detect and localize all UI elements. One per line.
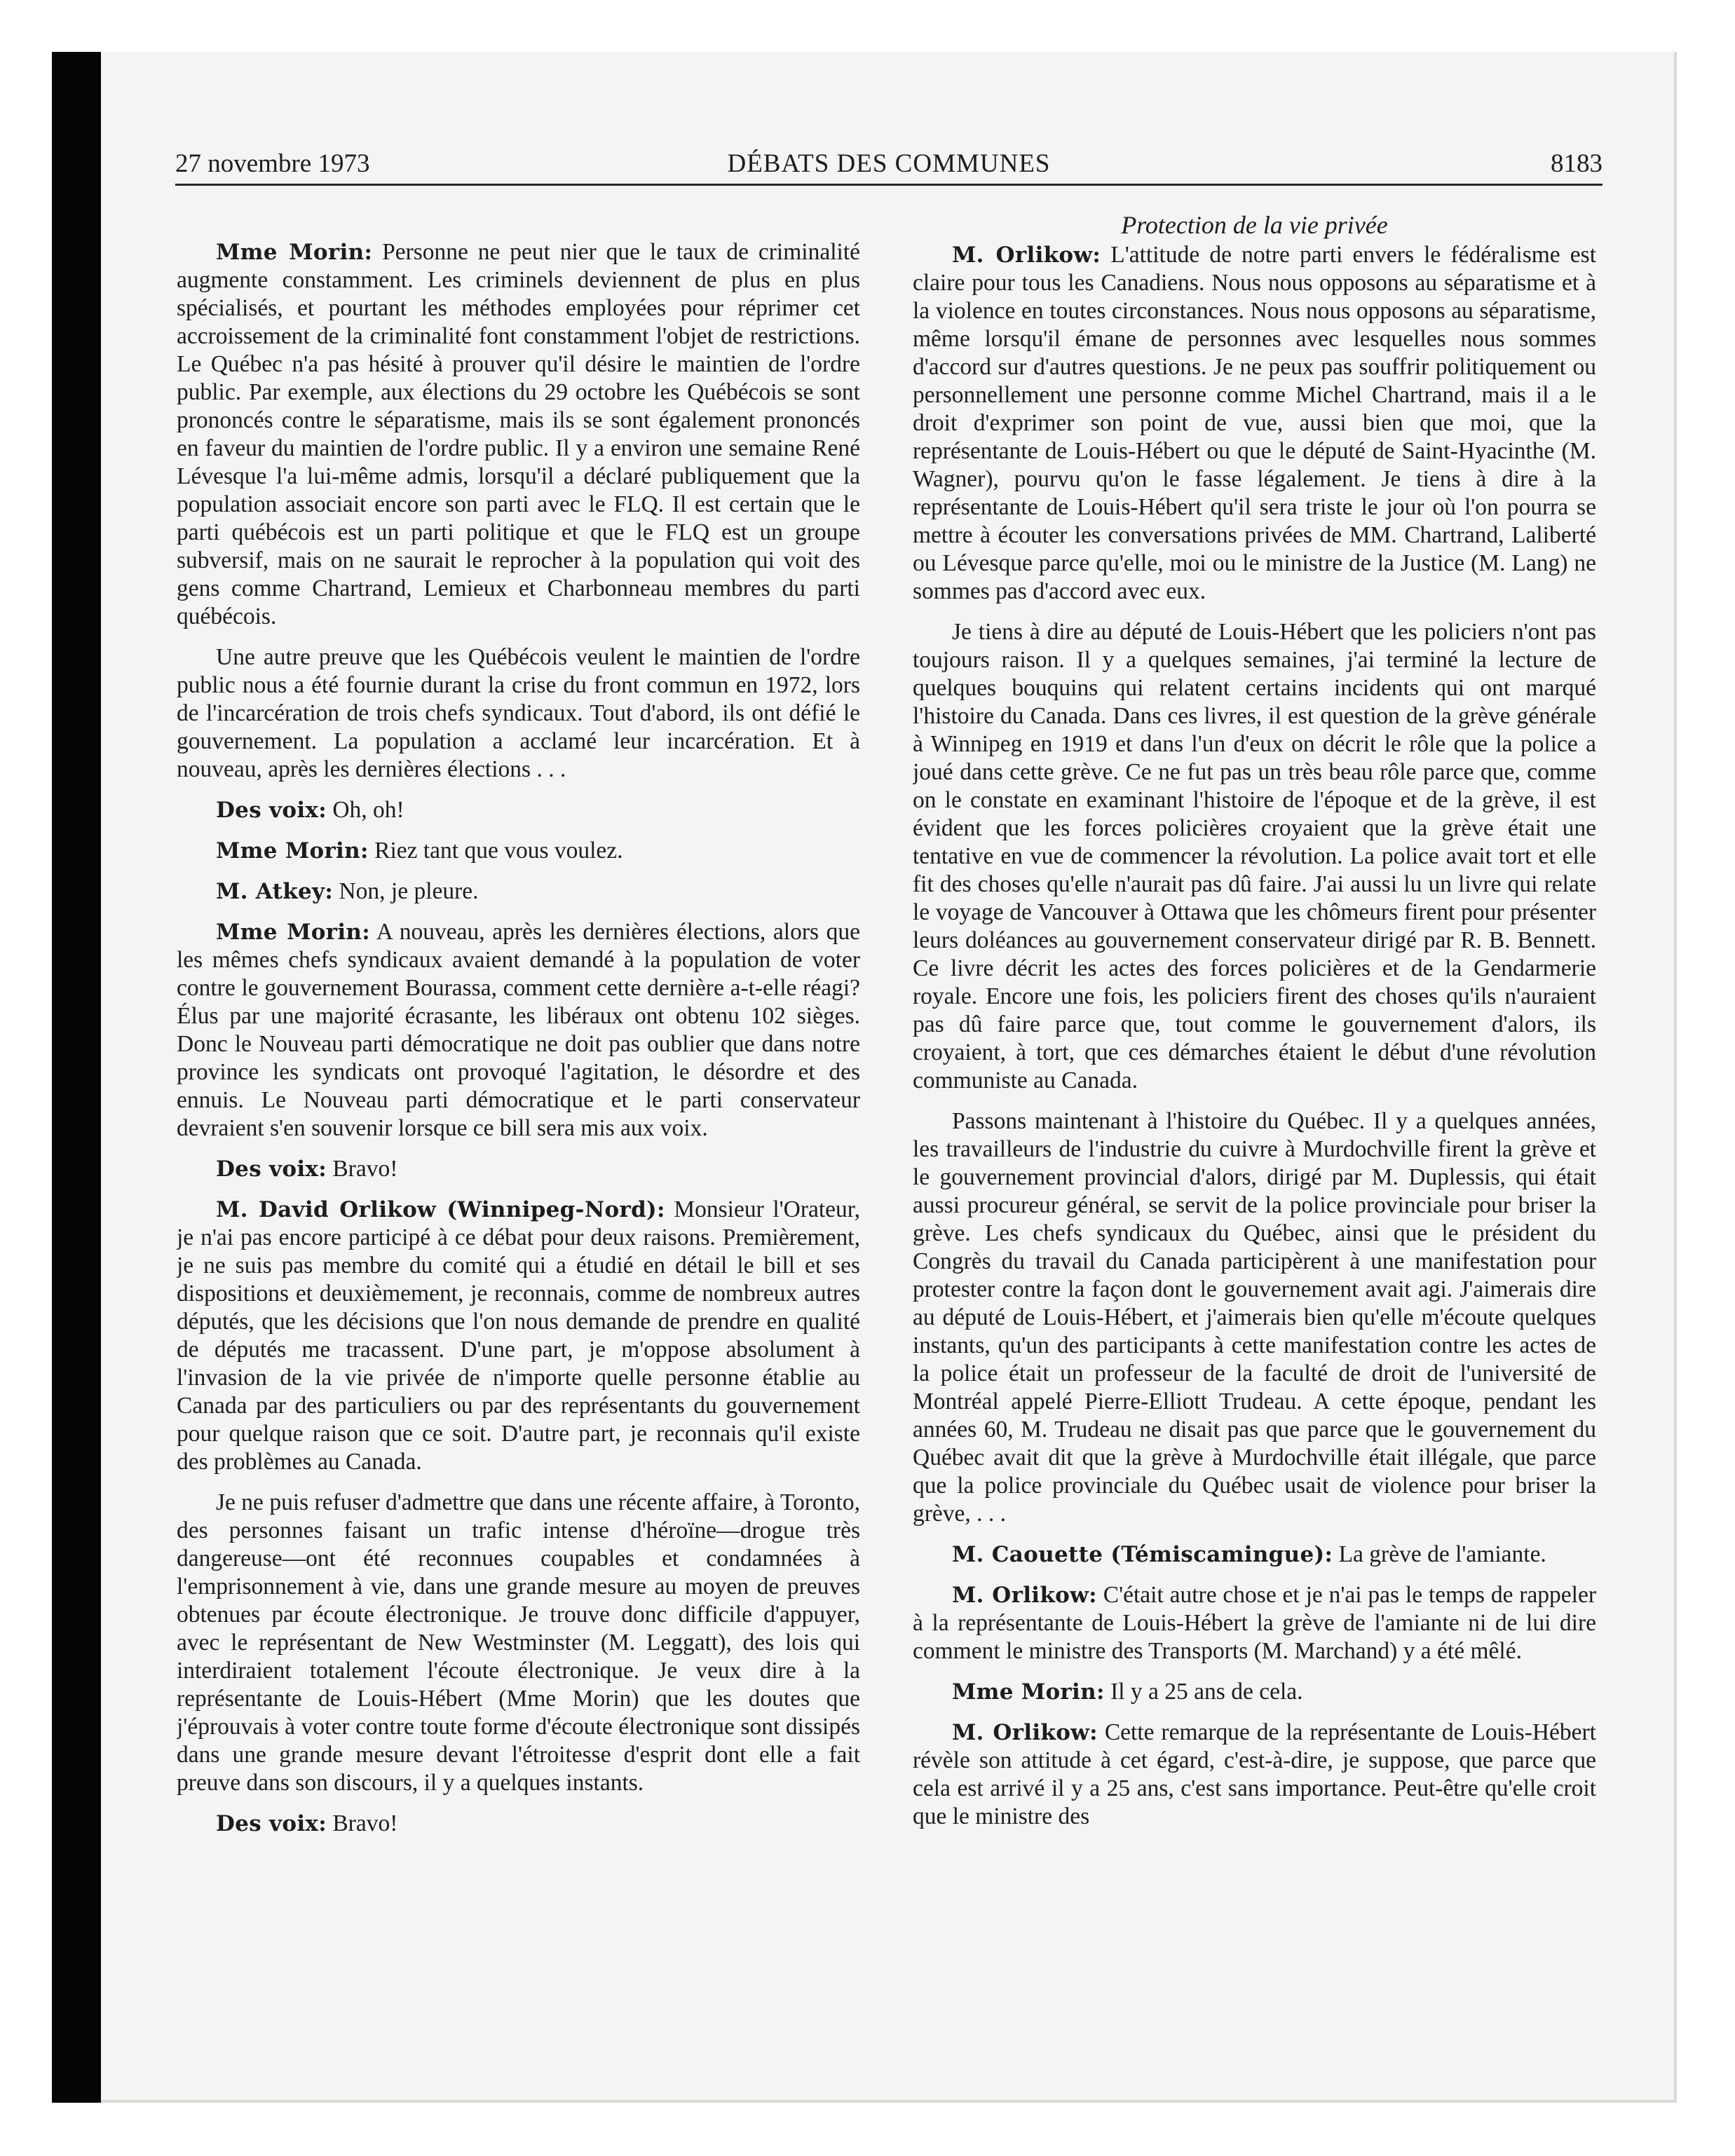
- paragraph-text: C'était autre chose et je n'ai pas le temps de rappeler à la représentante de Louis-Hébert la grève de l'amiante ni de lui dire comment le ministre des Transports (M. Marchand) y a été mêlé.: [913, 1582, 1596, 1664]
- left-column: [177, 210, 860, 2005]
- paragraph: [177, 837, 860, 865]
- page-header: [175, 149, 1603, 188]
- paragraph: [177, 238, 860, 631]
- speaker-name: Mme Morin:: [952, 1679, 1105, 1705]
- paragraph-text: Personne ne peut nier que le taux de criminalité augmente constamment. Les criminels deviennent de plus en plus spécialisés, et pourtant les méthodes employées pour réprimer cet accroissement de la criminalité font constamment l'objet de restrictions. Le Québec n'a pas hésité à prouver qu'il désire le maintien de l'ordre public. Par exemple, aux élections du 29 octobre les Québécois se sont prononcés contre le séparatisme, mais ils se sont également prononcés en faveur du maintien de l'ordre public. Il y a environ une semaine René Lévesque l'a lui-même admis, lorsqu'il a déclaré publiquement que la population associait encore son parti avec le FLQ. Il est certain que le parti québécois est un parti politique et que le FLQ est un groupe subversif, mais on ne saurait le reprocher à la population qui voit des gens comme Chartrand, Lemieux et Charbonneau membres du parti québécois.: [177, 239, 860, 629]
- paragraph: [913, 1678, 1596, 1706]
- paragraph: [913, 1541, 1596, 1569]
- paragraph: [177, 1196, 860, 1476]
- speaker-name: M. Orlikow:: [952, 243, 1101, 268]
- right-column: [913, 210, 1596, 2005]
- paragraph-text: Cette remarque de la représentante de Louis-Hébert révèle son attitude à cet égard, c'est-à-dire, je suppose, que parce que cela est arrivé il y a 25 ans, c'est sans importance. Peut-être qu'elle croit que le ministre des: [913, 1719, 1596, 1829]
- speaker-name: Des voix:: [216, 1811, 327, 1836]
- paragraph: [913, 1719, 1596, 1831]
- section-heading: Protection de la vie privée: [1121, 211, 1388, 239]
- paragraph: [177, 1489, 860, 1797]
- scan-border-shadow: [52, 52, 101, 2103]
- header-page-number: 8183: [1551, 149, 1603, 178]
- paragraph: [177, 796, 860, 824]
- paragraph-text: Non, je pleure.: [339, 878, 479, 904]
- paragraph: [913, 618, 1596, 1095]
- header-title: DÉBATS DES COMMUNES: [727, 149, 1051, 178]
- paragraph-text: Je ne puis refuser d'admettre que dans une récente affaire, à Toronto, des personnes faisant un trafic intense d'héroïne—drogue très dangereuse—ont été reconnues coupables et condamnées à l'emprisonnement à vie, dans une grande mesure au moyen de preuves obtenues par écoute électronique. Je trouve donc difficile d'appuyer, avec le représentant de New Westminster (M. Leggatt), des lois qui interdiraient totalement l'écoute électronique. Je veux dire à la représentante de Louis-Hébert (Mme Morin) que les doutes que j'éprouvais à voter contre toute forme d'écoute électronique sont dissipés dans une grande mesure devant l'étroitesse d'esprit dont elle a fait preuve dans son discours, il y a quelques instants.: [177, 1489, 860, 1796]
- speaker-name: Mme Morin:: [216, 920, 370, 945]
- paragraph-text: Il y a 25 ans de cela.: [1110, 1679, 1303, 1705]
- paragraph-text: Oh, oh!: [332, 797, 404, 823]
- paragraph-text: La grève de l'amiante.: [1338, 1541, 1546, 1567]
- speaker-name: Mme Morin:: [216, 838, 369, 864]
- speaker-name: Mme Morin:: [216, 240, 373, 265]
- paragraph: [913, 1107, 1596, 1528]
- paragraph-text: Je tiens à dire au député de Louis-Hébert que les policiers n'ont pas toujours raison. Il y a quelques semaines, j'ai terminé la lecture de quelques bouquins qui relatent certains incidents qui ont marqué l'histoire du Canada. Dans ces livres, il est question de la grève générale à Winnipeg en 1919 et dans l'un d'eux on décrit le rôle que la police a joué dans cette grève. Ce ne fut pas un très beau rôle parce que, comme on le constate en examinant l'histoire de l'époque et de la grève, il est évident que les forces policières croyaient que la grève était une tentative en vue de commencer la révolution. La police avait tort et elle fit des choses qu'elle n'aurait pas dû faire. J'ai aussi lu un livre qui relate le voyage de Vancouver à Ottawa que les chômeurs firent pour présenter leurs doléances au gouvernement conservateur dirigé par R. B. Bennett. Ce livre décrit les actes des forces policières et de la Gendarmerie royale. Encore une fois, les policiers firent des choses qu'ils n'auraient pas dû faire parce que, tout comme le gouvernement d'alors, ils croyaient, à tort, que ces démarches étaient le début d'une révolution communiste au Canada.: [913, 619, 1596, 1093]
- paragraph: [913, 241, 1596, 606]
- paragraph: [177, 878, 860, 906]
- speaker-name: M. Caouette (Témiscamingue):: [952, 1542, 1333, 1567]
- paragraph-text: Riez tant que vous voulez.: [374, 838, 623, 864]
- paragraph-text: Passons maintenant à l'histoire du Québec. Il y a quelques années, les travailleurs de l'industrie du cuivre à Murdochville firent la grève et le gouvernement provincial d'alors, dirigé par M. Duplessis, qui était aussi procureur général, se servit de la police provinciale pour briser la grève. Les chefs syndicaux du Québec, ainsi que le président du Congrès du travail du Canada participèrent à une manifestation pour protester contre la façon dont le gouvernement avait agi. J'aimerais dire au député de Louis-Hébert, et j'aimerais bien qu'elle m'écoute quelques instants, qu'un des participants à cette manifestation contre les actes de la police était un professeur de la faculté de droit de l'université de Montréal appelé Pierre-Elliott Trudeau. A cette époque, pendant les années 60, M. Trudeau ne disait pas que parce que le gouvernement du Québec avait dit que la grève à Murdochville était illégale, que parce que la police provinciale du Québec usait de violence pour briser la grève, . . .: [913, 1108, 1596, 1527]
- paragraph-text: Une autre preuve que les Québécois veulent le maintien de l'ordre public nous a été fournie durant la crise du front commun en 1972, lors de l'incarcération de trois chefs syndicaux. Tout d'abord, ils ont défié le gouvernement. La population a acclamé leur incarcération. Et à nouveau, après les dernières élections . . .: [177, 644, 860, 782]
- paragraph: [177, 1810, 860, 1838]
- paragraph-text: Bravo!: [332, 1810, 398, 1836]
- paragraph-text: Bravo!: [332, 1156, 398, 1182]
- speaker-name: Des voix:: [216, 798, 327, 823]
- paragraph: [177, 643, 860, 784]
- header-date: 27 novembre 1973: [175, 149, 370, 178]
- speaker-name: M. Atkey:: [216, 879, 334, 904]
- paragraph: [177, 918, 860, 1142]
- speaker-name: M. Orlikow:: [952, 1720, 1098, 1745]
- paragraph-text: Monsieur l'Orateur, je n'ai pas encore participé à ce débat pour deux raisons. Premièrement, je ne suis pas membre du comité qui a étudié en détail le bill et ses dispositions et deuxièmement, je reconnais, comme de nombreux autres députés, que les décisions que l'on nous demande de prendre en qualité de députés me tracassent. D'une part, je m'oppose absolument à l'invasion de la vie privée de n'importe quelle personne établie au Canada par des particuliers ou par des représentants du gouvernement pour quelque raison que ce soit. D'autre part, je reconnais qu'il existe des problèmes au Canada.: [177, 1196, 860, 1475]
- speaker-name: M. David Orlikow (Winnipeg-Nord):: [216, 1197, 665, 1222]
- paragraph-text: L'attitude de notre parti envers le fédéralisme est claire pour tous les Canadiens. Nous nous opposons au séparatisme et à la violence en toutes circonstances. Nous nous opposons au séparatisme, même lorsqu'il émane de personnes avec lesquelles nous sommes d'accord sur d'autres questions. Je ne peux pas souffrir politiquement ou personnellement une personne comme Michel Chartrand, mais il a le droit d'exprimer son point de vue, aussi bien que moi, que la représentante de Louis-Hébert ou que le député de Saint-Hyacinthe (M. Wagner), pourvu qu'on le fasse légalement. Je tiens à dire à la représentante de Louis-Hébert qu'il sera triste le jour où l'on pourra se mettre à écouter les conversations privées de MM. Chartrand, Laliberté ou Lévesque parce qu'elle, moi ou le ministre de la Justice (M. Lang) ne sommes pas d'accord avec eux.: [913, 242, 1596, 604]
- paragraph: [177, 1155, 860, 1183]
- paragraph: [913, 1581, 1596, 1665]
- header-rule: [175, 184, 1603, 186]
- speaker-name: Des voix:: [216, 1157, 327, 1182]
- speaker-name: M. Orlikow:: [952, 1583, 1097, 1608]
- paragraph-text: A nouveau, après les dernières élections, alors que les mêmes chefs syndicaux avaient demandé à la population de voter contre le gouvernement Bourassa, comment cette dernière a-t-elle réagi? Élus par une majorité écrasante, les libéraux ont obtenu 102 sièges. Donc le Nouveau parti démocratique ne doit pas oublier que dans notre province les syndicats ont provoqué l'agitation, le désordre et des ennuis. Le Nouveau parti démocratique et le parti conservateur devraient s'en souvenir lorsque ce bill sera mis aux voix.: [177, 919, 860, 1141]
